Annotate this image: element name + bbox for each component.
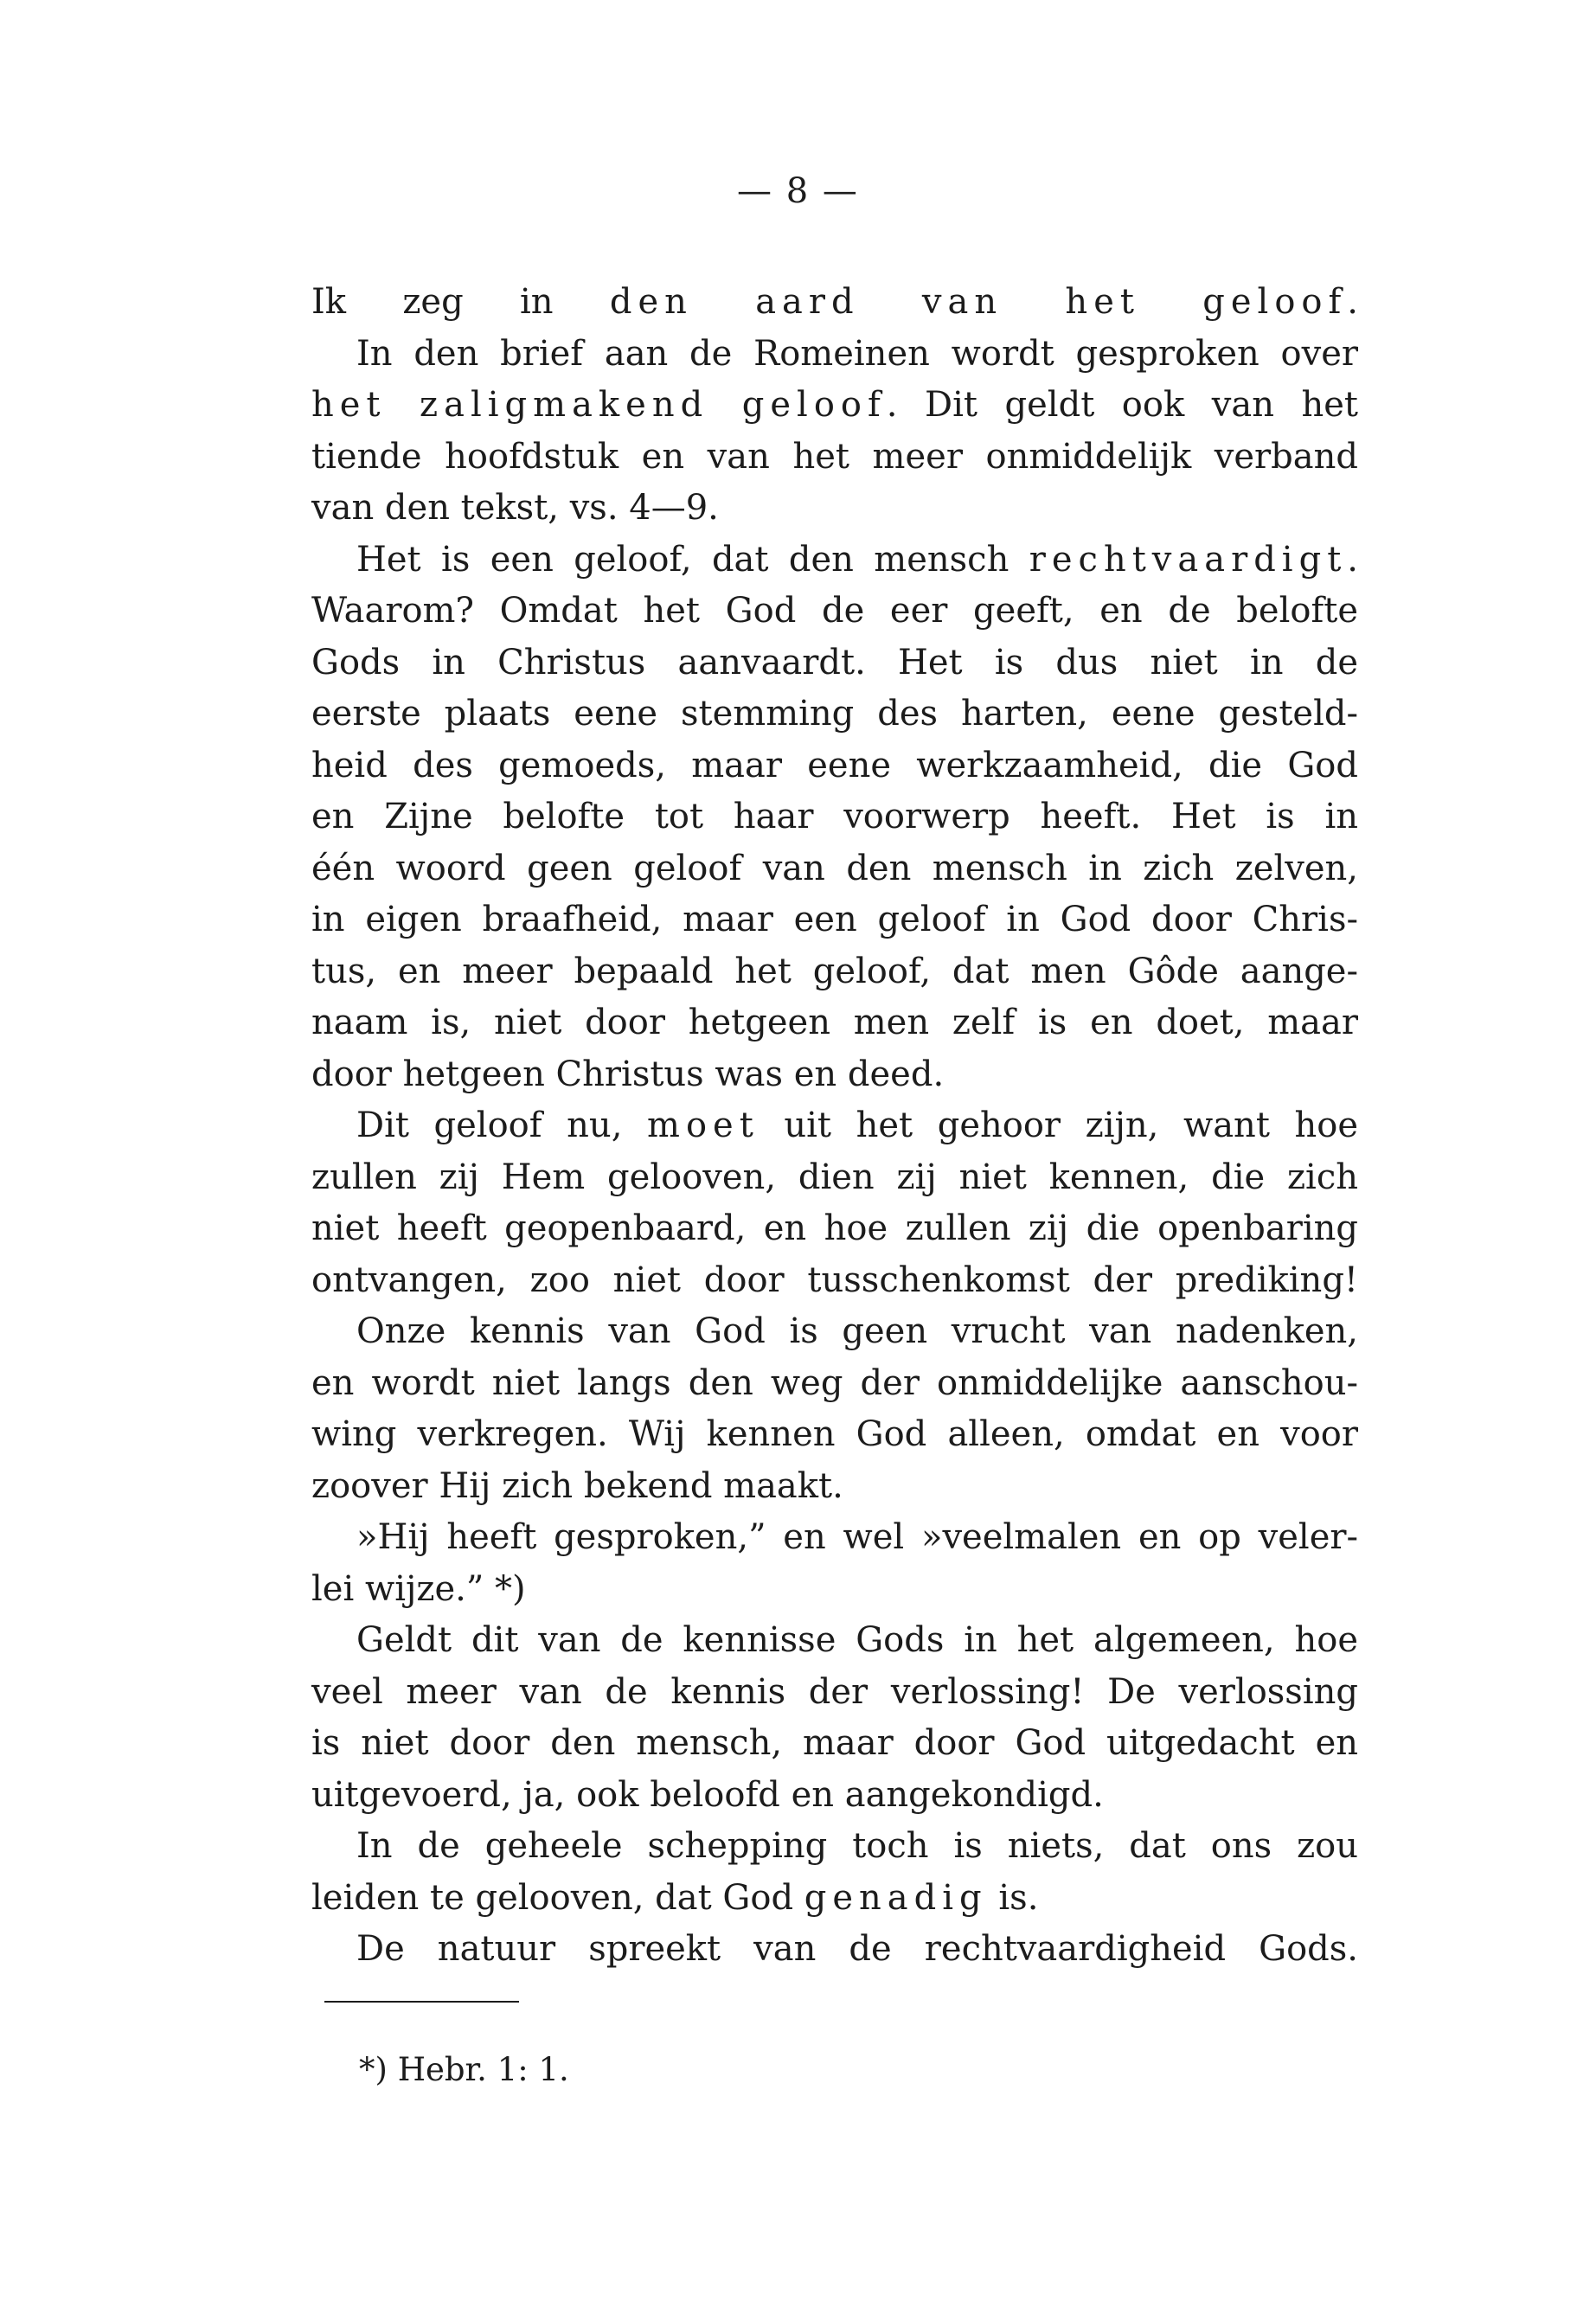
text-line: van den tekst, vs. 4—9. bbox=[311, 488, 719, 528]
text-line: zoover Hij zich bekend maakt. bbox=[311, 1465, 843, 1506]
text-line: tiende hoofdstuk en van het meer onmiddelijk verband bbox=[311, 436, 1358, 477]
body-text bbox=[311, 277, 1358, 1976]
spaced-emphasis: genadig bbox=[804, 1877, 988, 1918]
text-line: en Zijne belofte tot haar voorwerp heeft. Het is in bbox=[311, 797, 1358, 836]
text-line: Het is een geloof, dat den mensch rechtvaardigt. bbox=[356, 539, 1358, 580]
text-line: door hetgeen Christus was en deed. bbox=[311, 1054, 945, 1094]
spaced-emphasis: het zaligmakend geloof bbox=[311, 385, 887, 425]
text-line: en wordt niet langs den weg der onmiddelijke aanschou- bbox=[311, 1362, 1358, 1403]
text-line: in eigen braafheid, maar een geloof in God door Chris- bbox=[311, 900, 1358, 939]
text-line: het zaligmakend geloof. Dit geldt ook van het bbox=[311, 385, 1358, 425]
text-line: één woord geen geloof van den mensch in zich zelven, bbox=[311, 848, 1358, 888]
text-line: In den brief aan de Romeinen wordt gesproken over bbox=[356, 333, 1358, 374]
text-line: In de geheele schepping toch is niets, dat ons zou bbox=[356, 1826, 1358, 1866]
text-line: zullen zij Hem gelooven, dien zij niet kennen, die zich bbox=[311, 1157, 1358, 1197]
spaced-emphasis: moet bbox=[647, 1106, 760, 1145]
text-line: Geldt dit van de kennisse Gods in het algemeen, hoe bbox=[356, 1620, 1358, 1660]
spaced-emphasis: den aard van het geloof bbox=[609, 282, 1348, 322]
text-line: niet heeft geopenbaard, en hoe zullen zij die openbaring bbox=[311, 1208, 1358, 1248]
text-line: lei wijze.” *) bbox=[311, 1568, 526, 1609]
text-line: »Hij heeft gesproken,” en wel »veelmalen en op veler- bbox=[356, 1517, 1358, 1557]
text-line: eerste plaats eene stemming des harten, eene gesteld- bbox=[311, 694, 1358, 734]
text-line: wing verkregen. Wij kennen God alleen, omdat en voor bbox=[311, 1414, 1358, 1454]
text-line: heid des gemoeds, maar eene werkzaamheid, die God bbox=[311, 745, 1358, 785]
footnote: *) Hebr. 1: 1. bbox=[359, 2051, 569, 2088]
text-line: Onze kennis van God is geen vrucht van nadenken, bbox=[356, 1311, 1358, 1351]
page-number: — 8 — bbox=[737, 171, 859, 211]
text-line: Dit geloof nu, moet uit het gehoor zijn, want hoe bbox=[356, 1106, 1359, 1145]
text-line: Ik zeg in den aard van het geloof. bbox=[311, 282, 1359, 322]
text-line: naam is, niet door hetgeen men zelf is en doet, maar bbox=[311, 1003, 1358, 1042]
text-line: Gods in Christus aanvaardt. Het is dus niet in de bbox=[311, 642, 1358, 683]
text-line: uitgevoerd, ja, ook beloofd en aangekondigd. bbox=[311, 1774, 1104, 1815]
spaced-emphasis: rechtvaardigt bbox=[1029, 539, 1348, 580]
text-line: tus, en meer bepaald het geloof, dat men Gôde aange- bbox=[311, 951, 1358, 991]
text-line: veel meer van de kennis der verlossing! De verlossing bbox=[311, 1671, 1358, 1712]
text-line: leiden te gelooven, dat God genadig is. bbox=[311, 1877, 1039, 1918]
text-line: is niet door den mensch, maar door God uitgedacht en bbox=[311, 1723, 1358, 1763]
footnote-divider bbox=[324, 2001, 519, 2003]
text-line: Waarom? Omdat het God de eer geeft, en de belofte bbox=[311, 591, 1358, 631]
text-line: De natuur spreekt van de rechtvaardigheid Gods. bbox=[356, 1929, 1358, 1969]
text-line: ontvangen, zoo niet door tusschenkomst der prediking! bbox=[311, 1259, 1358, 1300]
